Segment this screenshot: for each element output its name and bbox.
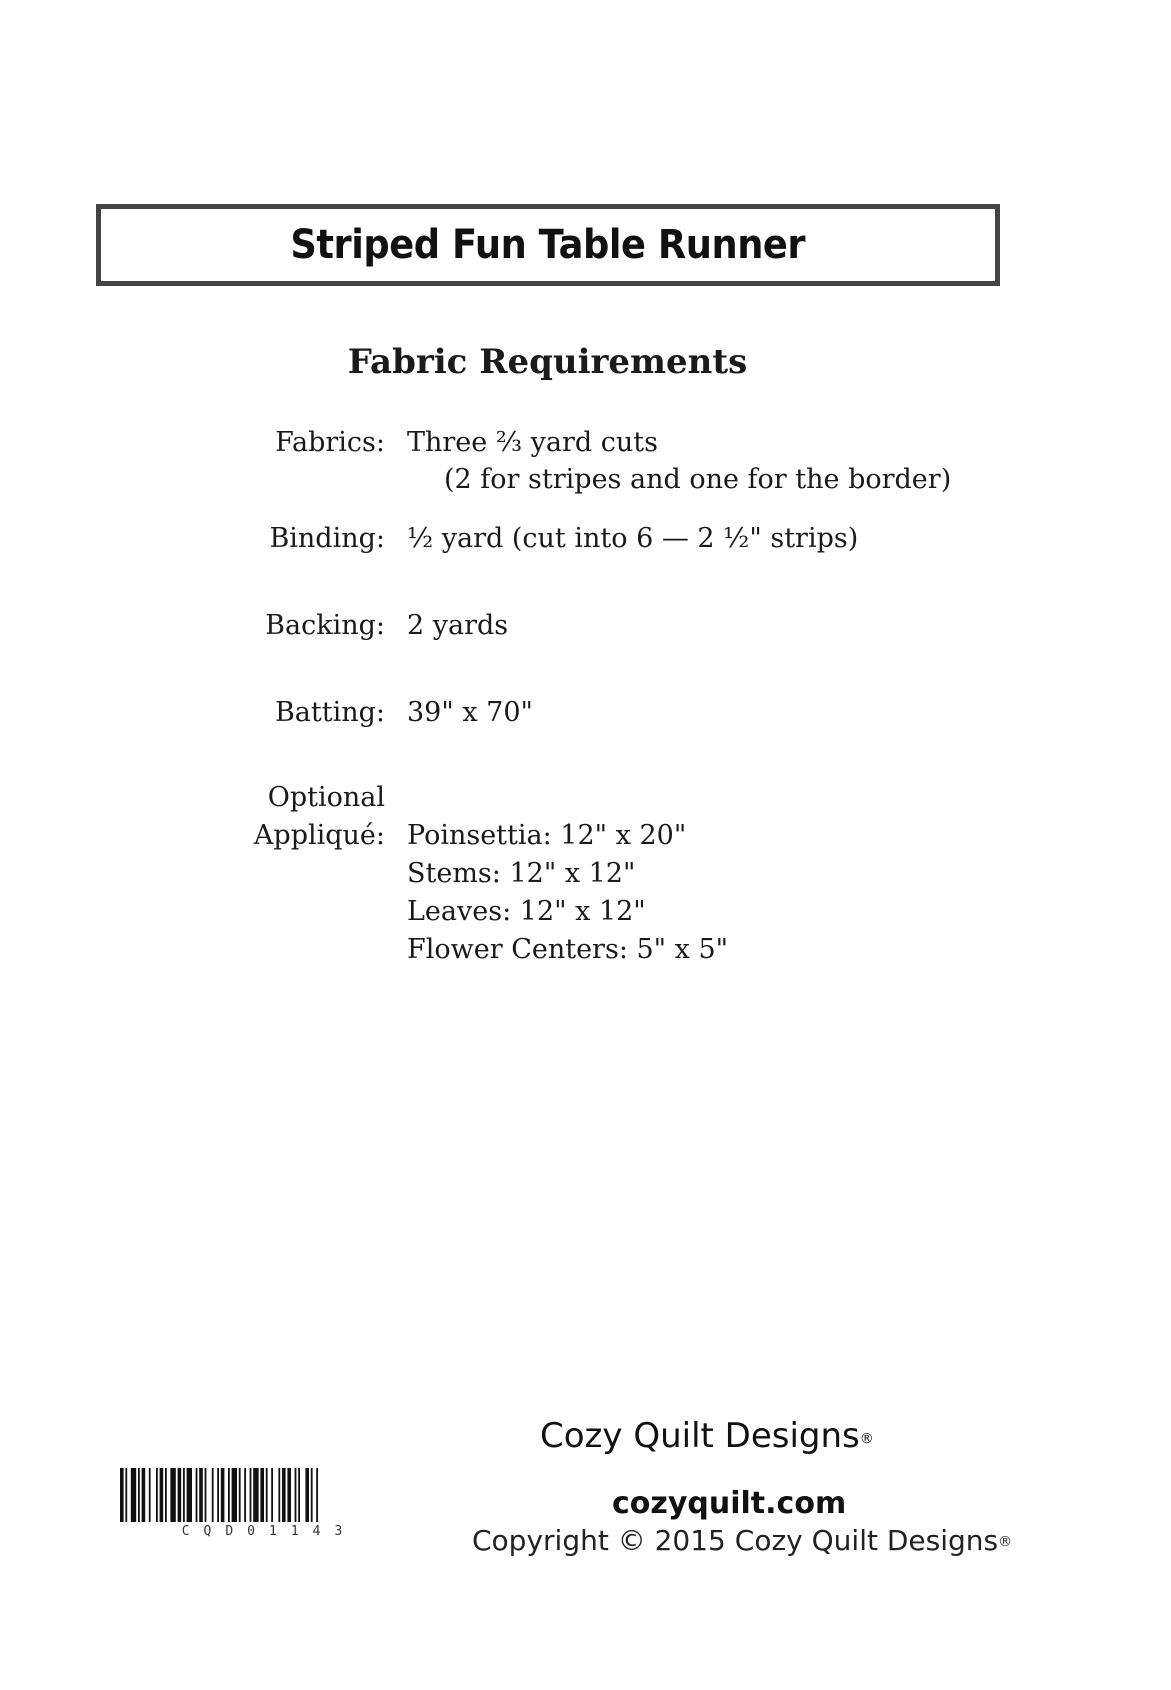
requirement-label-backing: Backing: xyxy=(265,610,385,641)
copyright-notice xyxy=(472,1524,1012,1557)
requirement-value-leaves: Leaves: 12" x 12" xyxy=(407,896,646,927)
requirement-label-batting: Batting: xyxy=(274,697,385,728)
requirement-label-fabrics: Fabrics: xyxy=(275,427,385,458)
requirement-value-fabrics: Three ⅔ yard cuts xyxy=(407,427,658,458)
section-heading-text: Fabric Requirements xyxy=(347,342,748,382)
copyright-text: Copyright © 2015 Cozy Quilt Designs xyxy=(472,1524,999,1557)
registered-mark: ® xyxy=(859,1431,874,1447)
barcode-number: CQD01143 xyxy=(181,1524,357,1539)
page-title: Striped Fun Table Runner xyxy=(290,222,806,268)
requirement-value-flower-centers: Flower Centers: 5" x 5" xyxy=(407,934,729,965)
brand-name xyxy=(540,1416,874,1456)
requirement-value-batting: 39" x 70" xyxy=(407,697,533,728)
barcode-image xyxy=(120,1468,388,1522)
requirement-value-fabrics-note: (2 for stripes and one for the border) xyxy=(444,464,952,495)
brand-name-text: Cozy Quilt Designs xyxy=(540,1416,860,1456)
copyright-registered-mark: ® xyxy=(998,1534,1013,1550)
requirement-value-stems: Stems: 12" x 12" xyxy=(407,858,636,889)
website-link: cozyquilt.com xyxy=(612,1486,847,1521)
requirement-label-applique: Appliqué: xyxy=(253,820,385,851)
requirement-value-binding: ½ yard (cut into 6 — 2 ½" strips) xyxy=(407,523,859,554)
requirement-value-backing: 2 yards xyxy=(407,610,509,641)
requirement-label-binding: Binding: xyxy=(269,523,385,554)
requirement-value-poinsettia: Poinsettia: 12" x 20" xyxy=(407,820,687,851)
requirement-label-optional: Optional xyxy=(267,782,385,813)
